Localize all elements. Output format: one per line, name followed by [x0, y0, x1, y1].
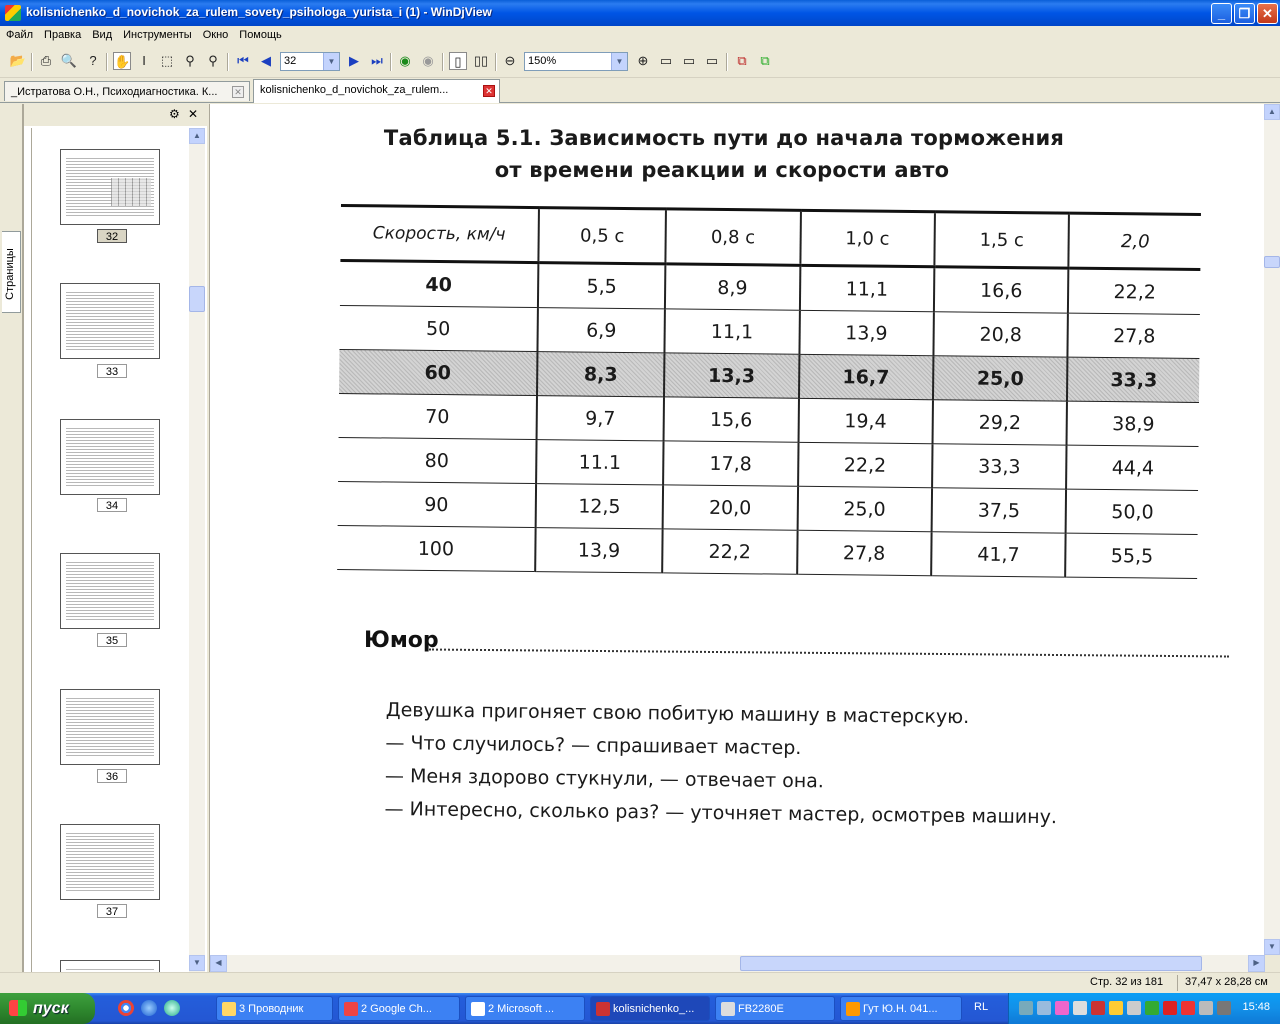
select-rect-icon[interactable]: ⬚ [160, 53, 174, 68]
tray-icon[interactable] [1019, 1001, 1033, 1015]
clock[interactable]: 15:48 [1242, 1001, 1270, 1013]
tray-icon[interactable] [1145, 1001, 1159, 1015]
humor-line: Девушка пригоняет свою побитую машину в мастерскую. [385, 698, 970, 729]
table-title-line2: от времени реакции и скорости авто [494, 158, 950, 182]
table-cell: 9,7 [537, 396, 665, 441]
chevron-down-icon[interactable]: ▼ [611, 53, 627, 70]
document-view[interactable] [209, 104, 1265, 955]
prev-page-icon[interactable]: ◀ [261, 53, 271, 68]
print-icon[interactable]: ⎙ [40, 53, 52, 68]
tray-icon[interactable] [1109, 1001, 1123, 1015]
page-number-label[interactable]: 37 [97, 904, 127, 918]
humor-line: — Интересно, сколько раз? — уточняет мастер, осмотрев машину. [384, 797, 1058, 829]
page-number-input[interactable] [280, 52, 340, 71]
table-cell: 33,3 [932, 444, 1067, 489]
task-word[interactable] [465, 996, 585, 1021]
page-number-label[interactable]: 34 [97, 498, 127, 512]
tab-istratova[interactable] [4, 81, 250, 101]
page-thumbnail[interactable] [60, 553, 160, 629]
taskbar [0, 993, 1280, 1024]
tray-icon[interactable] [1127, 1001, 1141, 1015]
menu-help[interactable]: Помощь [239, 29, 282, 41]
page-info: Стр. 32 из 181 [1090, 976, 1164, 988]
thumbnail-list[interactable] [31, 128, 189, 973]
gear-icon[interactable]: ⚙ [169, 107, 180, 121]
page-number-label[interactable]: 33 [97, 364, 127, 378]
header-cell: Скорость, км/ч [340, 205, 539, 262]
scroll-thumb[interactable] [189, 286, 205, 312]
table-cell: 22,2 [798, 442, 933, 487]
tab-kolisnichenko[interactable] [253, 79, 500, 103]
maximize-button[interactable]: ❐ [1234, 3, 1255, 24]
tray-icon[interactable] [1163, 1001, 1177, 1015]
page-thumbnail[interactable] [60, 283, 160, 359]
table-cell: 20,0 [663, 485, 798, 530]
table-cell: 100 [337, 525, 535, 571]
ie-icon[interactable] [141, 1000, 157, 1016]
table-cell: 13,3 [664, 353, 799, 398]
table-cell: 20,8 [933, 312, 1068, 357]
humor-heading: Юмор [364, 628, 439, 653]
table-cell: 25,0 [933, 356, 1068, 401]
menu-window[interactable]: Окно [202, 29, 229, 41]
menu-tools[interactable]: Инструменты [123, 29, 192, 41]
panel-header [24, 104, 207, 126]
table-cell: 11,1 [665, 309, 800, 354]
table-cell: 22,2 [1068, 268, 1200, 314]
table-cell: 15,6 [664, 397, 799, 442]
tab-label: _Истратова О.Н., Психодиагностика. К... [11, 86, 218, 98]
dotted-leader [429, 649, 1229, 658]
page-number-value: 32 [284, 55, 297, 67]
document-page [213, 104, 1265, 955]
header-cell: 2,0 [1069, 213, 1201, 269]
table-cell: 13,9 [535, 528, 663, 573]
table-cell: 50 [339, 305, 537, 351]
system-tray [1008, 993, 1280, 1024]
table-cell: 70 [339, 393, 537, 439]
page-number-label[interactable]: 35 [97, 633, 127, 647]
document-vscrollbar[interactable] [1264, 104, 1280, 955]
table-cell: 16,6 [934, 267, 1069, 313]
close-button[interactable]: ✕ [1257, 3, 1278, 24]
toolbar [0, 47, 1280, 78]
task-chrome[interactable] [338, 996, 460, 1021]
task-explorer[interactable] [216, 996, 333, 1021]
zoom-out-icon[interactable]: ⊖ [504, 53, 516, 68]
zoom-rect-icon[interactable]: ⚲ [208, 53, 218, 68]
humor-text [384, 694, 1058, 834]
table-cell: 41,7 [931, 532, 1066, 577]
tray-icon[interactable] [1091, 1001, 1105, 1015]
table-header-row [340, 205, 1201, 269]
scroll-up-icon[interactable]: ▲ [189, 128, 205, 144]
table-cell: 33,3 [1067, 357, 1199, 402]
header-cell: 1,0 с [800, 210, 935, 266]
tab-close-icon[interactable]: ✕ [483, 85, 495, 97]
scroll-left-icon[interactable]: ◀ [210, 955, 227, 972]
table-cell: 13,9 [799, 310, 934, 355]
tray-icon[interactable] [1217, 1001, 1231, 1015]
table-cell: 19,4 [798, 398, 933, 443]
table-cell: 11.1 [536, 440, 664, 485]
table-cell: 80 [338, 437, 536, 483]
start-label: пуск [33, 1000, 69, 1017]
table-cell: 44,4 [1066, 445, 1198, 490]
table-cell: 27,8 [797, 530, 932, 575]
zoom-value: 150% [528, 55, 557, 67]
two-pages-icon[interactable]: ▯▯ [473, 53, 489, 68]
page-thumbnail[interactable] [60, 149, 160, 225]
table-cell: 8,9 [665, 264, 800, 310]
task-label: 2 Microsoft ... [488, 1003, 555, 1015]
chrome-icon[interactable] [118, 1000, 134, 1016]
table-cell: 60 [339, 349, 537, 395]
table-cell: 90 [338, 481, 536, 527]
task-label: FB2280E [738, 1003, 784, 1015]
humor-line: — Меня здорово стукнули, — отвечает она. [384, 764, 825, 793]
table-cell: 55,5 [1065, 533, 1197, 578]
tray-icon[interactable] [1181, 1001, 1195, 1015]
tray-icon[interactable] [1037, 1001, 1051, 1015]
table-cell: 12,5 [536, 484, 664, 529]
find-icon[interactable]: 🔍 [60, 53, 78, 68]
task-fb2280e[interactable] [715, 996, 835, 1021]
page-thumbnail[interactable] [60, 419, 160, 495]
header-cell: 0,8 с [666, 209, 801, 265]
table-title-line1: Таблица 5.1. Зависимость пути до начала торможения [383, 126, 1065, 150]
table-cell: 5,5 [538, 263, 666, 309]
status-bar [0, 972, 1280, 994]
next-page-icon[interactable]: ▶ [349, 53, 359, 68]
menu-edit[interactable]: Правка [44, 29, 82, 41]
menu-bar [0, 26, 1280, 46]
help-icon[interactable]: ? [89, 53, 97, 68]
page-size: 37,47 x 28,28 см [1185, 976, 1268, 988]
quicklaunch-icon[interactable] [164, 1000, 180, 1016]
forward-icon[interactable]: ◉ [422, 53, 434, 68]
fit-page-icon[interactable]: ▭ [659, 53, 673, 68]
close-icon[interactable]: ✕ [188, 107, 199, 121]
menu-view[interactable]: Вид [92, 29, 113, 41]
actual-size-icon[interactable]: ▭ [705, 53, 719, 68]
scroll-thumb[interactable] [1264, 256, 1280, 268]
scroll-thumb[interactable] [740, 956, 1202, 971]
scroll-down-icon[interactable]: ▼ [189, 955, 205, 971]
document-hscrollbar[interactable] [209, 955, 1265, 972]
minimize-button[interactable]: _ [1211, 3, 1232, 24]
window-title: kolisnichenko_d_novichok_za_rulem_sovety_psihologa_yurista_i (1) - WinDjView [26, 5, 492, 19]
single-page-icon[interactable]: ▯ [449, 52, 467, 70]
tab-close-icon[interactable]: ✕ [232, 86, 244, 98]
rotate-left-icon[interactable]: ⧉ [737, 53, 747, 68]
table-cell: 50,0 [1066, 489, 1198, 534]
scroll-up-icon[interactable]: ▲ [1264, 104, 1280, 120]
volume-icon[interactable] [1199, 1001, 1213, 1015]
page-number-label[interactable]: 32 [97, 229, 127, 243]
menu-file[interactable]: Файл [6, 29, 34, 41]
task-label: 2 Google Ch... [361, 1003, 432, 1015]
table-cell: 37,5 [932, 488, 1067, 533]
humor-line: — Что случилось? — спрашивает мастер. [385, 731, 802, 760]
header-cell: 1,5 с [934, 212, 1069, 268]
table-cell: 22,2 [662, 529, 797, 574]
rotate-right-icon[interactable]: ⧉ [760, 53, 770, 68]
thumbnails-panel [23, 104, 207, 972]
first-page-icon[interactable]: ⏮ [237, 53, 249, 68]
scroll-right-icon[interactable]: ▶ [1248, 955, 1265, 972]
thumbnails-scrollbar[interactable] [189, 128, 205, 973]
task-label: kolisnichenko_... [613, 1003, 695, 1015]
language-indicator[interactable]: RL [974, 1001, 989, 1013]
back-icon[interactable]: ◉ [399, 53, 411, 68]
table-cell: 11,1 [799, 265, 934, 311]
table-cell: 6,9 [537, 308, 665, 353]
data-table [337, 204, 1201, 579]
zoom-icon[interactable]: ⚲ [185, 53, 195, 68]
last-page-icon[interactable]: ⏭ [371, 53, 383, 68]
task-label: 3 Проводник [239, 1003, 304, 1015]
zoom-in-icon[interactable]: ⊕ [637, 53, 649, 68]
table-cell: 16,7 [799, 354, 934, 399]
task-gut[interactable] [840, 996, 962, 1021]
select-text-icon[interactable]: I [142, 53, 146, 68]
table-cell: 17,8 [663, 441, 798, 486]
tray-icon[interactable] [1073, 1001, 1087, 1015]
page-thumbnail[interactable] [60, 689, 160, 765]
tab-pages[interactable] [2, 231, 21, 313]
document-tabs [0, 78, 1280, 103]
app-icon[interactable] [5, 5, 21, 21]
table-cell: 27,8 [1068, 313, 1200, 358]
page-number-label[interactable]: 36 [97, 769, 127, 783]
chevron-down-icon[interactable]: ▼ [323, 53, 339, 70]
task-label: Гут Ю.Н. 041... [863, 1003, 938, 1015]
zoom-select[interactable] [524, 52, 628, 71]
title-bar [0, 0, 1280, 26]
tab-label: kolisnichenko_d_novichok_za_rulem... [260, 84, 449, 96]
open-folder-icon[interactable]: 📂 [9, 53, 27, 68]
start-button[interactable] [0, 993, 95, 1024]
task-windjview[interactable] [590, 996, 710, 1021]
table-cell: 29,2 [932, 400, 1067, 445]
hand-tool-icon[interactable]: ✋ [114, 54, 131, 69]
tray-icon[interactable] [1055, 1001, 1069, 1015]
scroll-down-icon[interactable]: ▼ [1264, 939, 1280, 955]
tab-pages-label: Страницы [4, 248, 16, 300]
table-cell: 38,9 [1067, 401, 1199, 446]
table-row [337, 525, 1197, 578]
header-cell: 0,5 с [538, 208, 666, 264]
sidebar-tab-strip [0, 104, 23, 972]
fit-width-icon[interactable]: ▭ [682, 53, 696, 68]
table-cell: 40 [340, 260, 538, 307]
windows-flag-icon [9, 1000, 27, 1016]
page-thumbnail[interactable] [60, 824, 160, 900]
table-cell: 8,3 [537, 352, 665, 397]
table-cell: 25,0 [797, 486, 932, 531]
